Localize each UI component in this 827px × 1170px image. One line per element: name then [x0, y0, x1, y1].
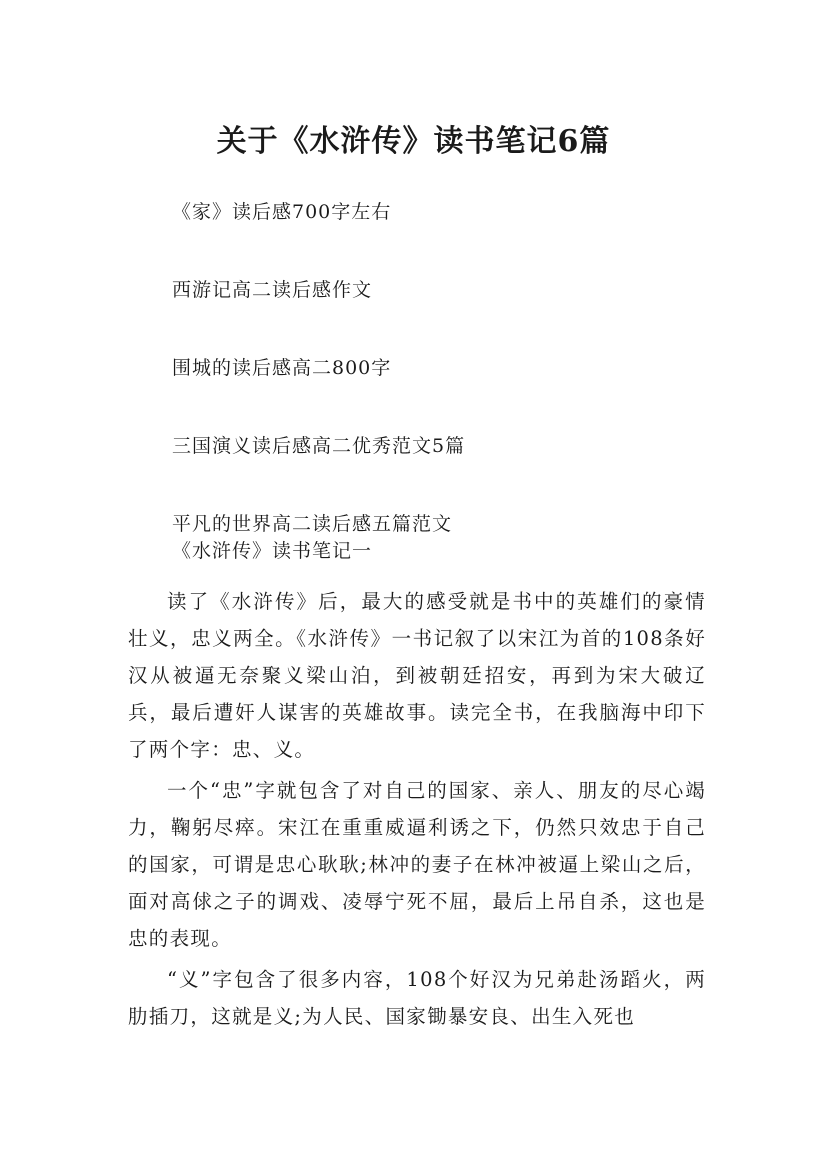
related-article-link[interactable]: 《家》读后感700字左右: [172, 201, 392, 223]
body-paragraph: 读了《水浒传》后，最大的感受就是书中的英雄们的豪情壮义，忠义两全。《水浒传》一书记叙了以宋江为首的108条好汉从被逼无奈聚义梁山泊，到被朝廷招安，再到为宋大破辽兵，最后遭奸人谋害的英雄故事。读完全书，在我脑海中印下了两个字：忠、义。: [128, 590, 706, 761]
document-title: 关于《水浒传》读书笔记6篇: [216, 124, 611, 160]
article-body: [128, 583, 706, 1039]
body-paragraph: 一个“忠”字就包含了对自己的国家、亲人、朋友的尽心竭力，鞠躬尽瘁。宋江在重重威逼利诱之下，仍然只效忠于自己的国家，可谓是忠心耿耿;林冲的妻子在林冲被逼上梁山之后，面对高俅之子的调戏、凌辱宁死不屈，最后上吊自杀，这也是忠的表现。: [128, 779, 706, 950]
section-heading: 《水浒传》读书笔记一: [172, 540, 373, 562]
related-article-link[interactable]: 平凡的世界高二读后感五篇范文: [172, 513, 453, 535]
body-paragraph: “义”字包含了很多内容，108个好汉为兄弟赴汤蹈火，两肋插刀，这就是义;为人民、国家锄暴安良、出生入死也: [128, 968, 706, 1028]
related-article-link[interactable]: 三国演义读后感高二优秀范文5篇: [172, 435, 466, 457]
related-articles-list: [172, 196, 732, 586]
related-article-link[interactable]: 西游记高二读后感作文: [172, 279, 373, 301]
related-article-link[interactable]: 围城的读后感高二800字: [172, 357, 392, 379]
